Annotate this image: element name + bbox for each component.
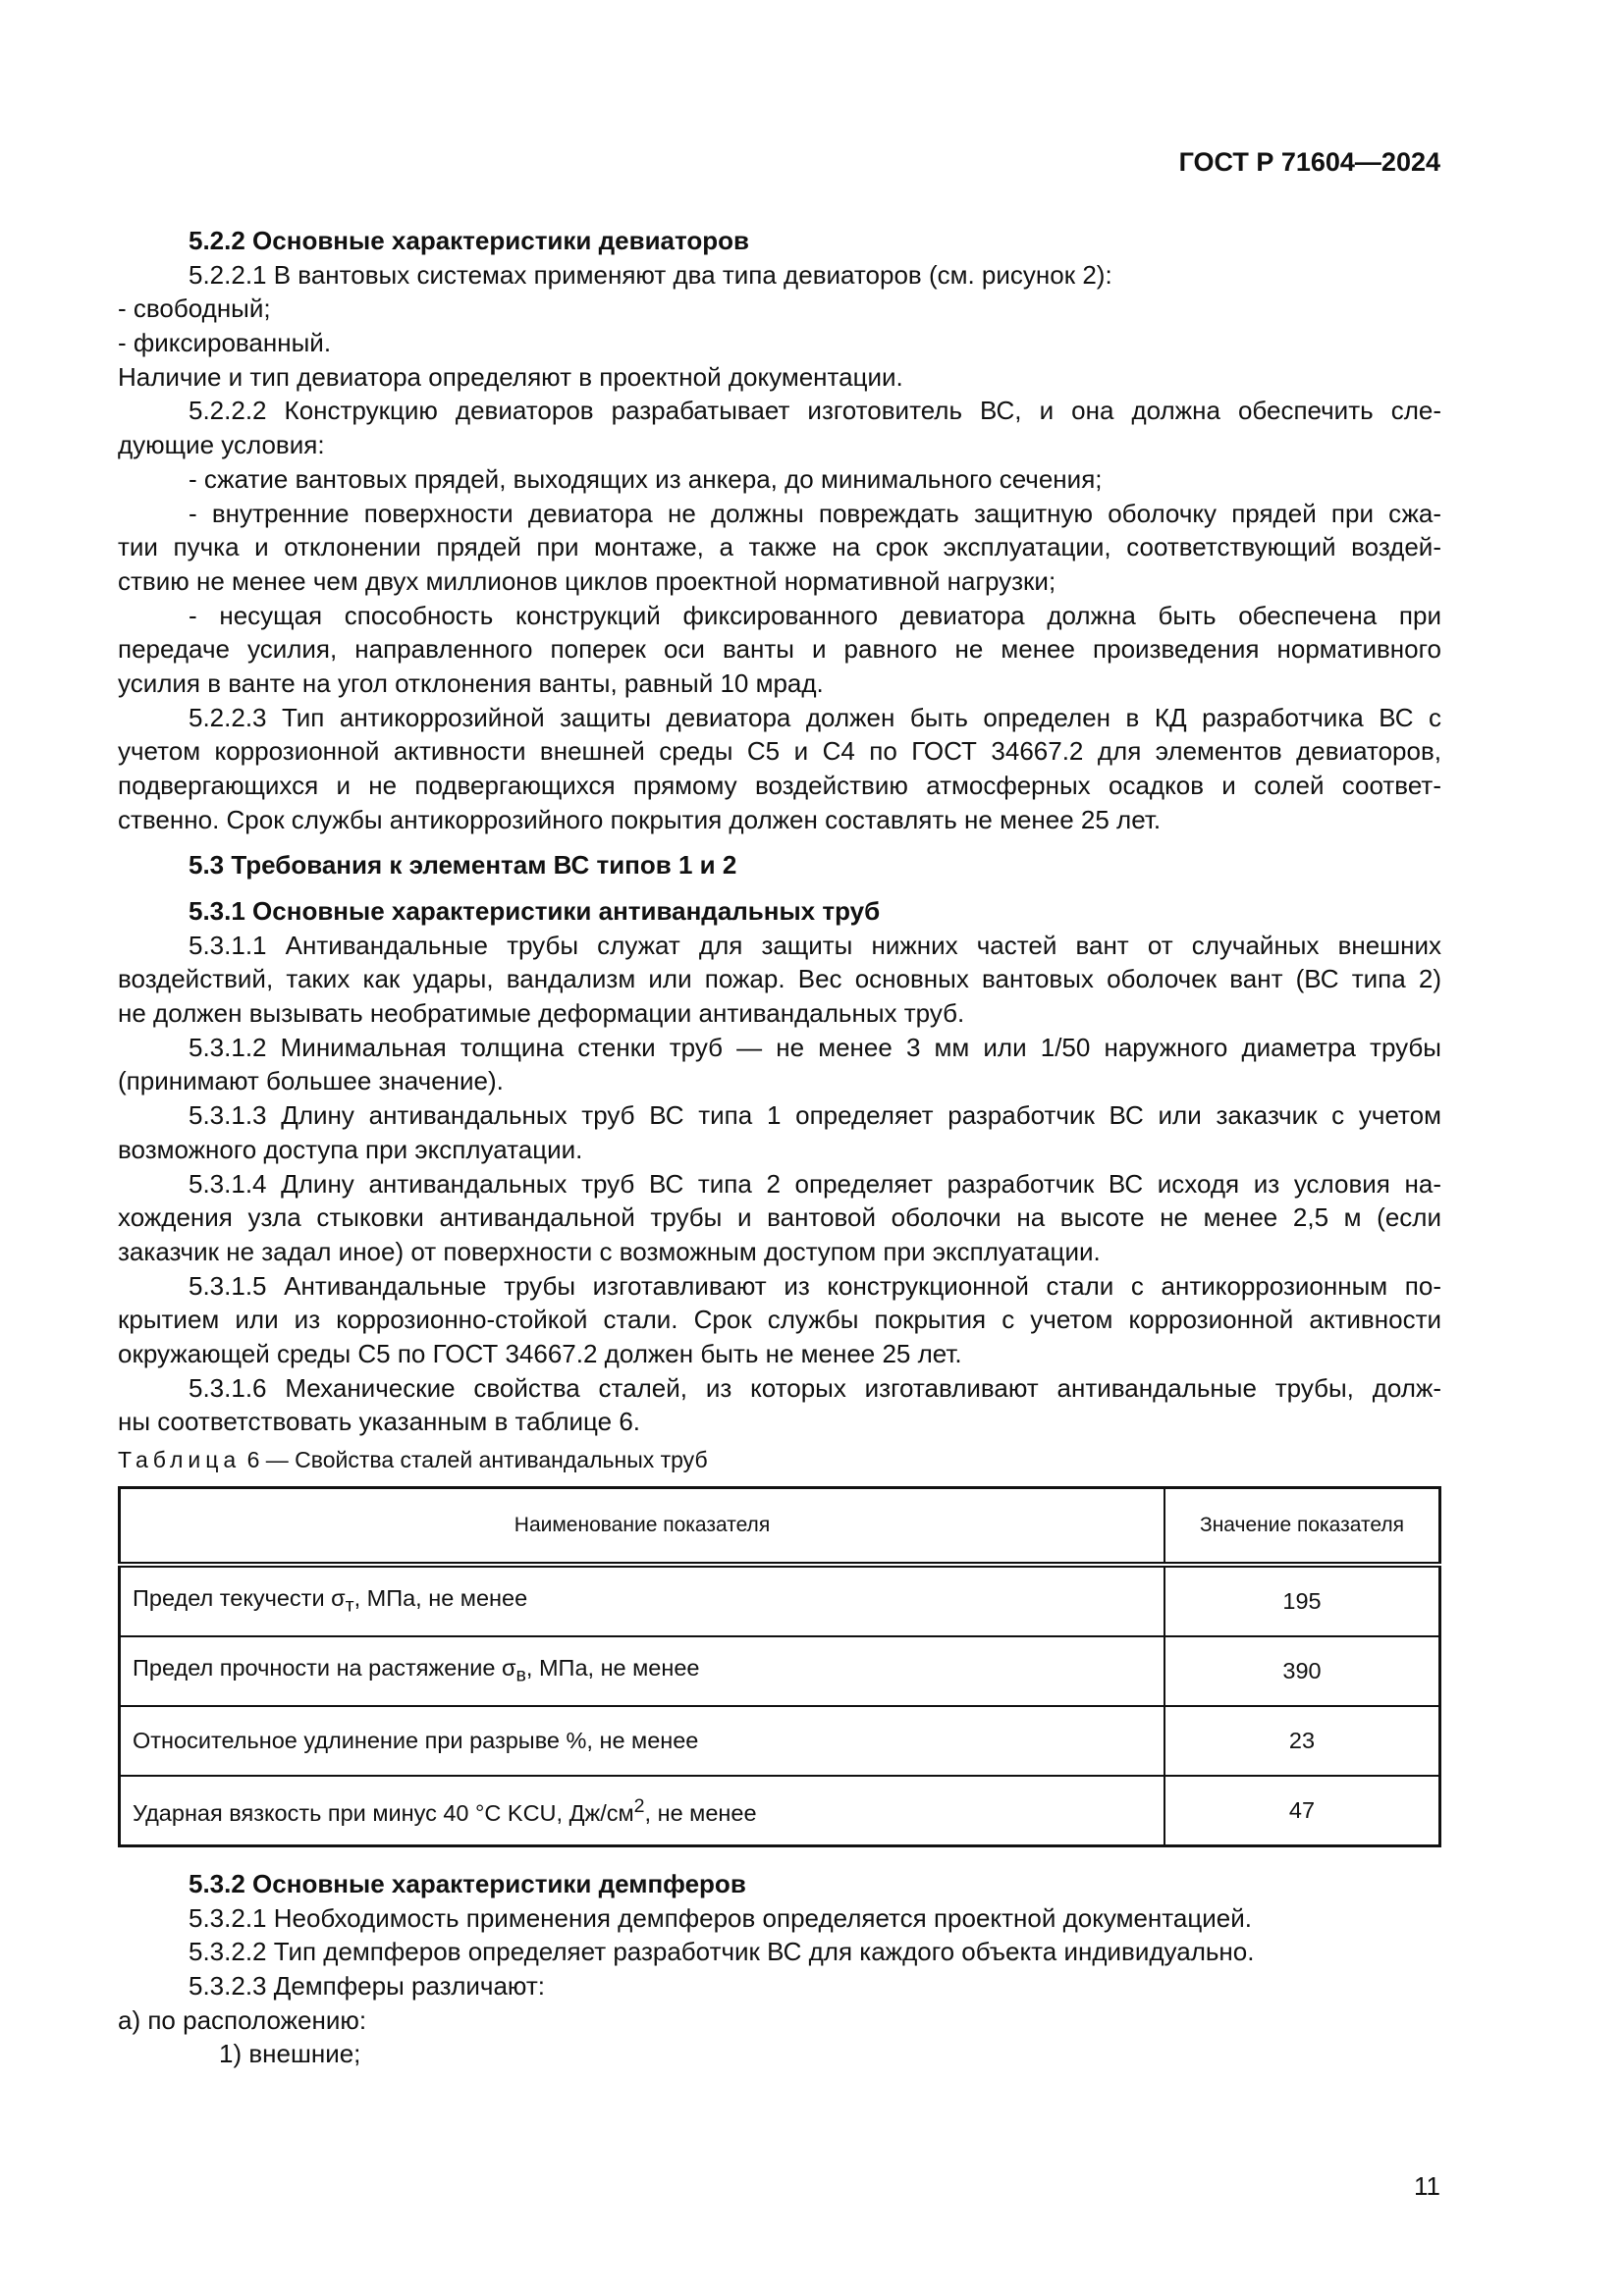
document-code-header: ГОСТ Р 71604—2024 <box>1178 147 1440 177</box>
text-line: усилия в ванте на угол отклонения ванты, равный 10 мрад. <box>118 667 824 698</box>
table-row <box>120 1706 1440 1776</box>
text-line: тии пучка и отклонении прядей при монтаже, а также на срок эксплуатации, соответствующий воздей- <box>118 532 1441 562</box>
property-name: Относительное удлинение при разрыве %, не менее <box>120 1706 1165 1776</box>
property-value: 390 <box>1164 1636 1440 1706</box>
text-line: 5.3.1.1 Антивандальные трубы служат для защиты нижних частей вант от случайных внешних <box>189 930 1441 960</box>
list-item: - фиксированный. <box>118 328 332 358</box>
text-line: 5.3.1.3 Длину антивандальных труб ВС типа 1 определяет разработчик ВС или заказчик с учетом <box>189 1100 1441 1131</box>
property-value: 23 <box>1164 1706 1440 1776</box>
text-line: 5.3.2.3 Демпферы различают: <box>189 1971 545 2002</box>
text-line: 5.2.2.3 Тип антикоррозийной защиты девиатора должен быть определен в КД разработчика ВС с <box>189 702 1441 732</box>
text-line: 5.3.1.5 Антивандальные трубы изготавливают из конструкционной стали с антикоррозионным по- <box>189 1270 1441 1301</box>
text-line: дующие условия: <box>118 430 325 460</box>
text-line: 5.3.1.4 Длину антивандальных труб ВС типа 2 определяет разработчик ВС исходя из условия на- <box>189 1168 1441 1199</box>
text-line: 5.2.2.1 В вантовых системах применяют два типа девиаторов (см. рисунок 2): <box>189 259 1112 290</box>
table-row <box>120 1636 1440 1706</box>
property-name: Предел прочности на растяжение $\sigma_в$, МПа, не менее <box>120 1636 1165 1706</box>
list-item: - несущая способность конструкций фиксированного девиатора должна быть обеспечена при <box>189 600 1441 630</box>
text-line: заказчик не задал иное) от поверхности с возможным доступом при эксплуатации. <box>118 1236 1101 1266</box>
property-name: Ударная вязкость при минус 40 °С KCU, $Дж/см^2$, не менее <box>120 1776 1165 1846</box>
table-row <box>120 1776 1440 1846</box>
steel-properties-table <box>118 1486 1441 1847</box>
text-line: 5.3.1.2 Минимальная толщина стенки труб — не менее 3 мм или 1/50 наружного диаметра трубы <box>189 1032 1441 1062</box>
property-name: Предел текучести $\sigma_т$, МПа, не менее <box>120 1565 1165 1636</box>
text-line: подвергающихся и не подвергающихся прямому воздействию атмосферных осадков и солей соответ- <box>118 771 1441 800</box>
list-item: 1) внешние; <box>219 2039 361 2069</box>
table-header-row <box>120 1488 1440 1566</box>
column-header: Наименование показателя <box>120 1488 1165 1566</box>
text-line: ны соответствовать указанным в таблице 6. <box>118 1407 641 1437</box>
text-line: учетом коррозионной активности внешней среды С5 и С4 по ГОСТ 34667.2 для элементов девиаторов, <box>118 736 1441 767</box>
section-heading: 5.3.1 Основные характеристики антивандальных труб <box>189 896 881 926</box>
text-line: (принимают большее значение). <box>118 1066 504 1096</box>
section-5-3-1 <box>118 894 1441 1439</box>
text-line: передаче усилия, направленного поперек оси ванты и равного не менее произведения нормативного <box>118 634 1441 665</box>
text-line: 5.3.1.6 Механические свойства сталей, из которых изготавливают антивандальные трубы, долж- <box>189 1372 1441 1403</box>
text-line: 5.2.2.2 Конструкцию девиаторов разрабатывает изготовитель ВС, и она должна обеспечить сле- <box>189 396 1441 426</box>
list-item: - внутренние поверхности девиатора не должны повреждать защитную оболочку прядей при сжа- <box>189 498 1441 528</box>
text-line: 5.3.2.1 Необходимость применения демпферов определяется проектной документацией. <box>189 1902 1252 1933</box>
table-caption-title: 6 — Свойства сталей антивандальных труб <box>241 1447 708 1472</box>
text-line: крытием или из коррозионно-стойкой стали. Срок службы покрытия с учетом коррозионной активности <box>118 1305 1441 1335</box>
text-line: возможного доступа при эксплуатации. <box>118 1134 583 1164</box>
text-line: ствию не менее чем двух миллионов циклов проектной нормативной нагрузки; <box>118 565 1056 596</box>
table-caption <box>118 1447 708 1473</box>
text-line: не должен вызывать необратимые деформации антивандальных труб. <box>118 998 965 1029</box>
property-value: 195 <box>1164 1565 1440 1636</box>
text-line: Наличие и тип девиатора определяют в проектной документации. <box>118 361 903 392</box>
text-line: 5.3.2.2 Тип демпферов определяет разработчик ВС для каждого объекта индивидуально. <box>189 1937 1255 1967</box>
list-item: - свободный; <box>118 294 271 324</box>
list-item: а) по расположению: <box>118 2004 367 2035</box>
section-5-3-heading-block <box>118 848 1441 882</box>
property-value: 47 <box>1164 1776 1440 1846</box>
text-line: окружающей среды С5 по ГОСТ 34667.2 должен быть не менее 25 лет. <box>118 1338 962 1368</box>
list-item: - сжатие вантовых прядей, выходящих из анкера, до минимального сечения; <box>189 463 1103 494</box>
section-heading: 5.3.2 Основные характеристики демпферов <box>189 1869 746 1898</box>
section-5-2-2 <box>118 224 1441 836</box>
text-line: воздействий, таких как удары, вандализм или пожар. Вес основных вантовых оболочек вант (ВС типа 2) <box>118 964 1441 994</box>
page-number: 11 <box>1414 2171 1440 2201</box>
section-heading: 5.3 Требования к элементам ВС типов 1 и 2 <box>189 850 737 880</box>
text-line: хождения узла стыковки антивандальной трубы и вантовой оболочки на высоте не менее 2,5 м (если <box>118 1202 1441 1233</box>
table-row <box>120 1565 1440 1636</box>
section-5-3-2 <box>118 1867 1441 2071</box>
table-caption-word: Таблица <box>118 1447 242 1472</box>
section-heading: 5.2.2 Основные характеристики девиаторов <box>189 226 750 255</box>
column-header: Значение показателя <box>1164 1488 1440 1566</box>
text-line: ственно. Срок службы антикоррозийного покрытия должен составлять не менее 25 лет. <box>118 804 1162 834</box>
